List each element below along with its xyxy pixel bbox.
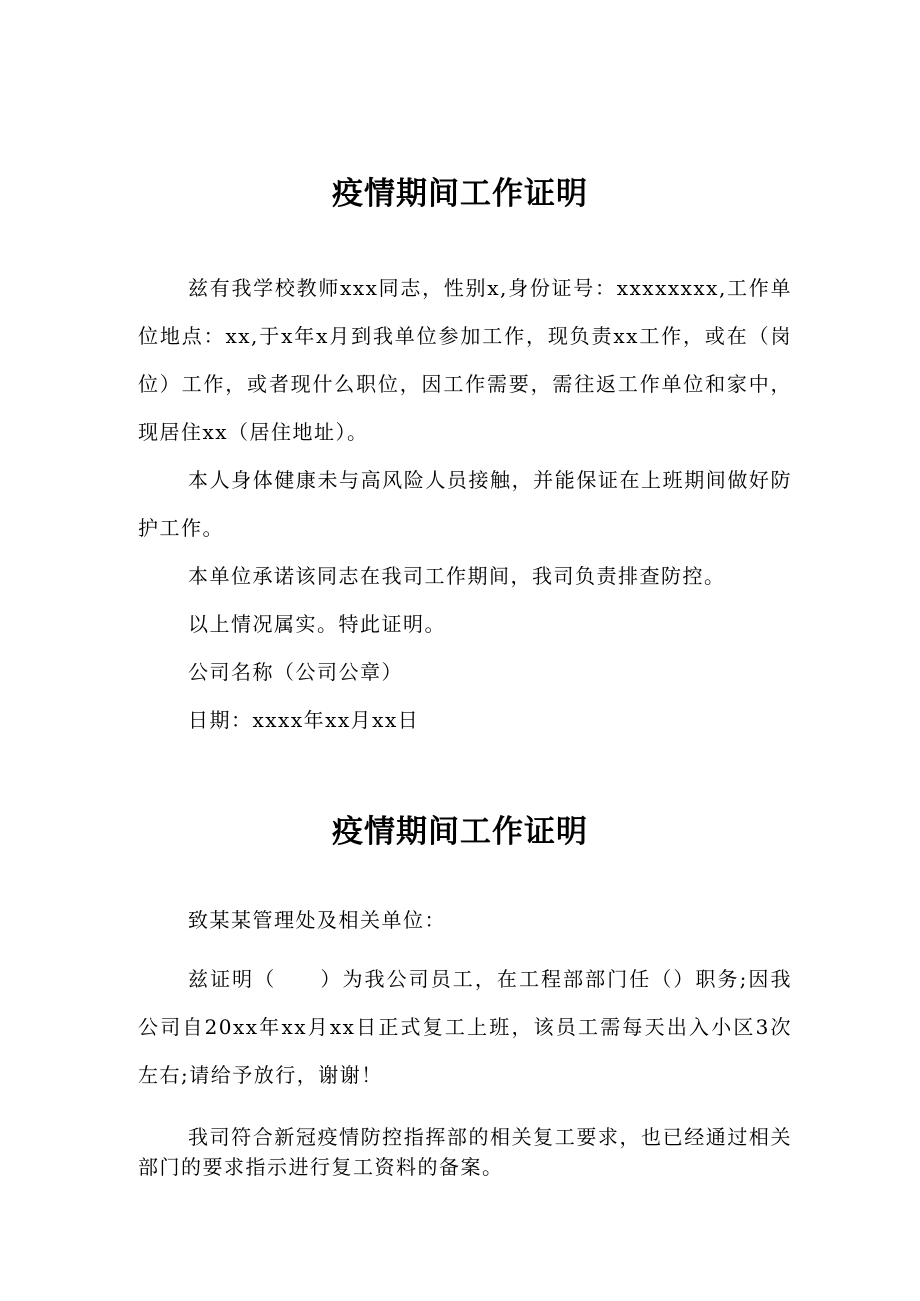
certificate-1-commitment-paragraph: 本单位承诺该同志在我司工作期间，我司负责排查防控。 (188, 564, 726, 588)
certificate-2-compliance-paragraph: 我司符合新冠疫情防控指挥部的相关复工要求，也已经通过相关部门的要求指示进行复工资料的备案。 (138, 1125, 792, 1179)
certificate-2-salutation: 致某某管理处及相关单位： (188, 908, 446, 932)
certificate-1-health-paragraph: 本人身体健康未与高风险人员接触，并能保证在上班期间做好防护工作。 (138, 468, 792, 540)
certificate-1-confirmation-line: 以上情况属实。特此证明。 (188, 612, 446, 636)
certificate-title-1: 疫情期间工作证明 (332, 176, 588, 212)
certificate-2-body-paragraph: 兹证明（ ）为我公司员工，在工程部部门任（）职务;因我公司自20xx年xx月xx日正式复工上班，该员工需每天出入小区3次左右;请给予放行，谢谢！ (138, 967, 792, 1087)
certificate-1-date-line: 日期：xxxx年xx月xx日 (188, 708, 420, 732)
certificate-1-body-paragraph: 兹有我学校教师xxx同志，性别x,身份证号：xxxxxxxx,工作单位地点：xx,于x年x月到我单位参加工作，现负责xx工作，或在（岗位）工作，或者现什么职位，因工作需要，需往返工作单位和家中，现居住xx（居住地址）。 (138, 276, 792, 444)
certificate-1-company-name-line: 公司名称（公司公章） (188, 660, 403, 684)
certificate-title-2: 疫情期间工作证明 (332, 814, 588, 850)
